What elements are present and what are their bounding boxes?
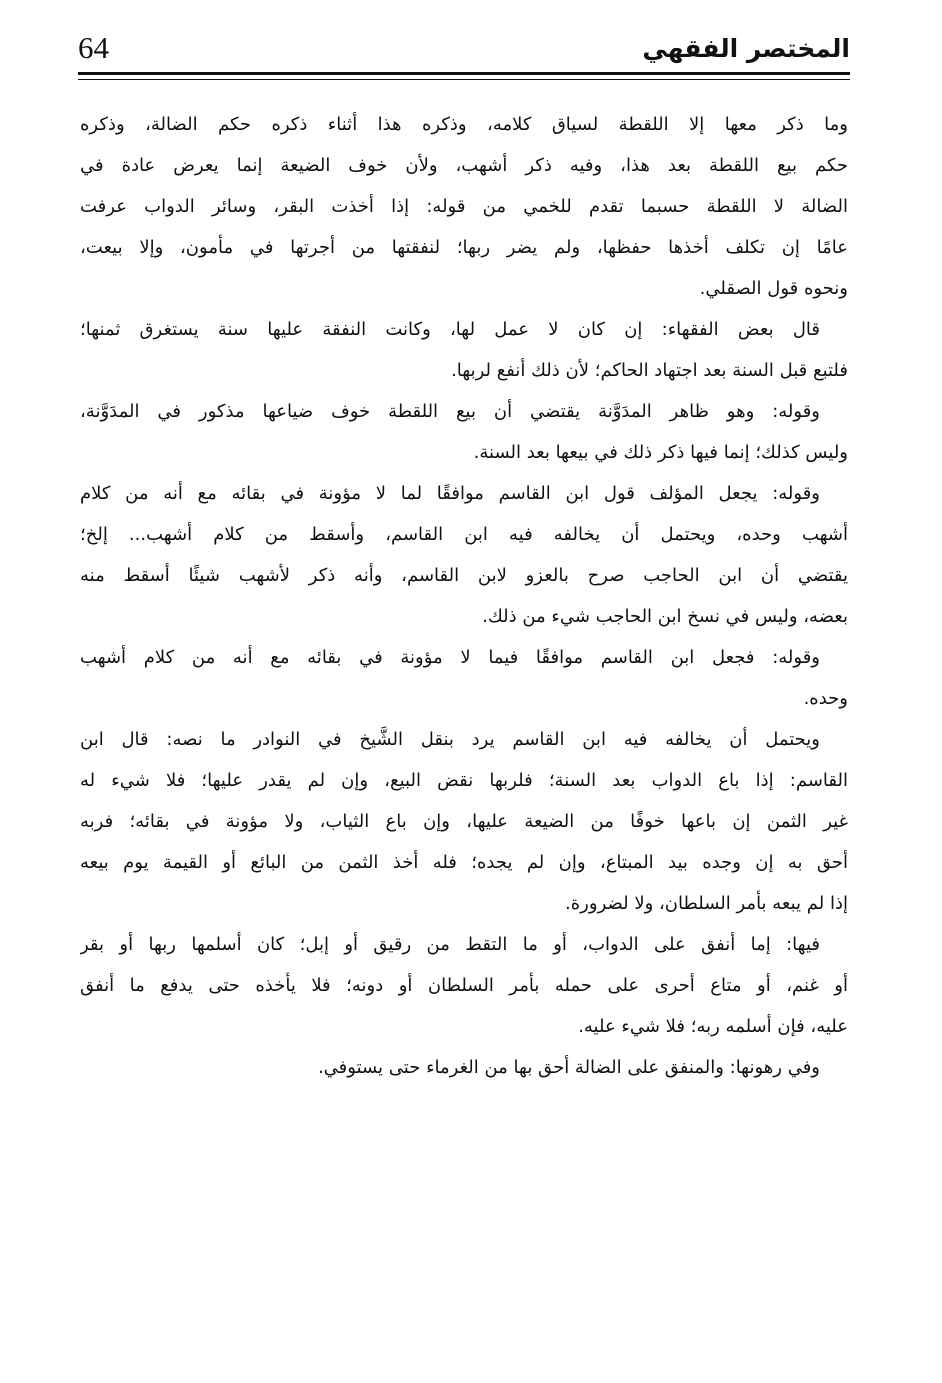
text-line: ويحتمل أن يخالفه فيه ابن القاسم يرد بنقل الشَّيخ في النوادر ما نصه: قال ابن [80, 729, 820, 750]
text-line: وقوله: فجعل ابن القاسم موافقًا فيما لا مؤونة في بقائه مع أنه من كلام أشهب [80, 647, 820, 668]
text-line: القاسم: إذا باع الدواب بعد السنة؛ فلربها نقض البيع، وإن لم يقدر عليها؛ فلا شيء له [80, 770, 848, 791]
header-rule-thick [78, 72, 850, 75]
text-line: وحده. [803, 688, 848, 709]
text-line: وفي رهونها: والمنفق على الضالة أحق بها من الغرماء حتى يستوفي. [317, 1057, 820, 1078]
text-line: الضالة لا اللقطة حسبما تقدم للخمي من قوله: إذا أخذت البقر، وسائر الدواب عرفت [80, 196, 848, 217]
text-line: غير الثمن إن باعها خوفًا من الضيعة عليها، وإن باع الثياب، ولا مؤونة في بقائه؛ فربه [80, 811, 848, 832]
text-line: قال بعض الفقهاء: إن كان لا عمل لها، وكانت النفقة عليها سنة يستغرق ثمنها؛ [80, 319, 820, 340]
text-line: فيها: إما أنفق على الدواب، أو ما التقط من رقيق أو إبل؛ كان أسلمها ربها أو بقر [80, 934, 820, 955]
text-line: فلتبع قبل السنة بعد اجتهاد الحاكم؛ لأن ذلك أنفع لربها. [451, 360, 848, 381]
text-line: بعضه، وليس في نسخ ابن الحاجب شيء من ذلك. [482, 606, 848, 627]
text-line: وليس كذلك؛ إنما فيها ذكر ذلك في بيعها بعد السنة. [473, 442, 848, 463]
text-line: يقتضي أن ابن الحاجب صرح بالعزو لابن القاسم، وأنه ذكر لأشهب شيئًا أسقط منه [80, 565, 848, 586]
text-line: أحق به إن وجده بيد المبتاع، وإن لم يجده؛ فله أخذ الثمن من البائع أو القيمة يوم بيعه [80, 852, 848, 873]
text-line: أشهب وحده، ويحتمل أن يخالفه فيه ابن القاسم، وأسقط من كلام أشهب... إلخ؛ [80, 524, 848, 545]
text-line: ونحوه قول الصقلي. [699, 278, 848, 299]
text-line: وقوله: وهو ظاهر المدَوَّنة يقتضي أن بيع اللقطة خوف ضياعها مذكور في المدَوَّنة، [80, 401, 820, 422]
text-line: حكم بيع اللقطة بعد هذا، وفيه ذكر أشهب، ولأن خوف الضيعة إنما يعرض عادة في [80, 155, 848, 176]
text-line: وما ذكر معها إلا اللقطة لسياق كلامه، وذكره هذا أثناء ذكره حكم الضالة، وذكره [80, 114, 848, 135]
header-rule-thin [78, 79, 850, 80]
page-number: 64 [78, 30, 109, 65]
running-title: المختصر الفقهي [642, 34, 850, 63]
text-line: إذا لم يبعه بأمر السلطان، ولا لضرورة. [565, 893, 848, 914]
text-line: عامًا إن تكلف أخذها حفظها، ولم يضر ربها؛ لنفقتها من أجرتها في مأمون، وإلا بيعت، [80, 237, 848, 258]
page-header [78, 30, 850, 68]
text-line: وقوله: يجعل المؤلف قول ابن القاسم موافقًا لما لا مؤونة في بقائه مع أنه من كلام [80, 483, 820, 504]
body-text [80, 104, 848, 1088]
text-line: أو غنم، أو متاع أحرى على حمله بأمر السلطان أو دونه؛ فلا يأخذه حتى يدفع ما أنفق [80, 975, 848, 996]
text-line: عليه، فإن أسلمه ربه؛ فلا شيء عليه. [578, 1016, 848, 1037]
